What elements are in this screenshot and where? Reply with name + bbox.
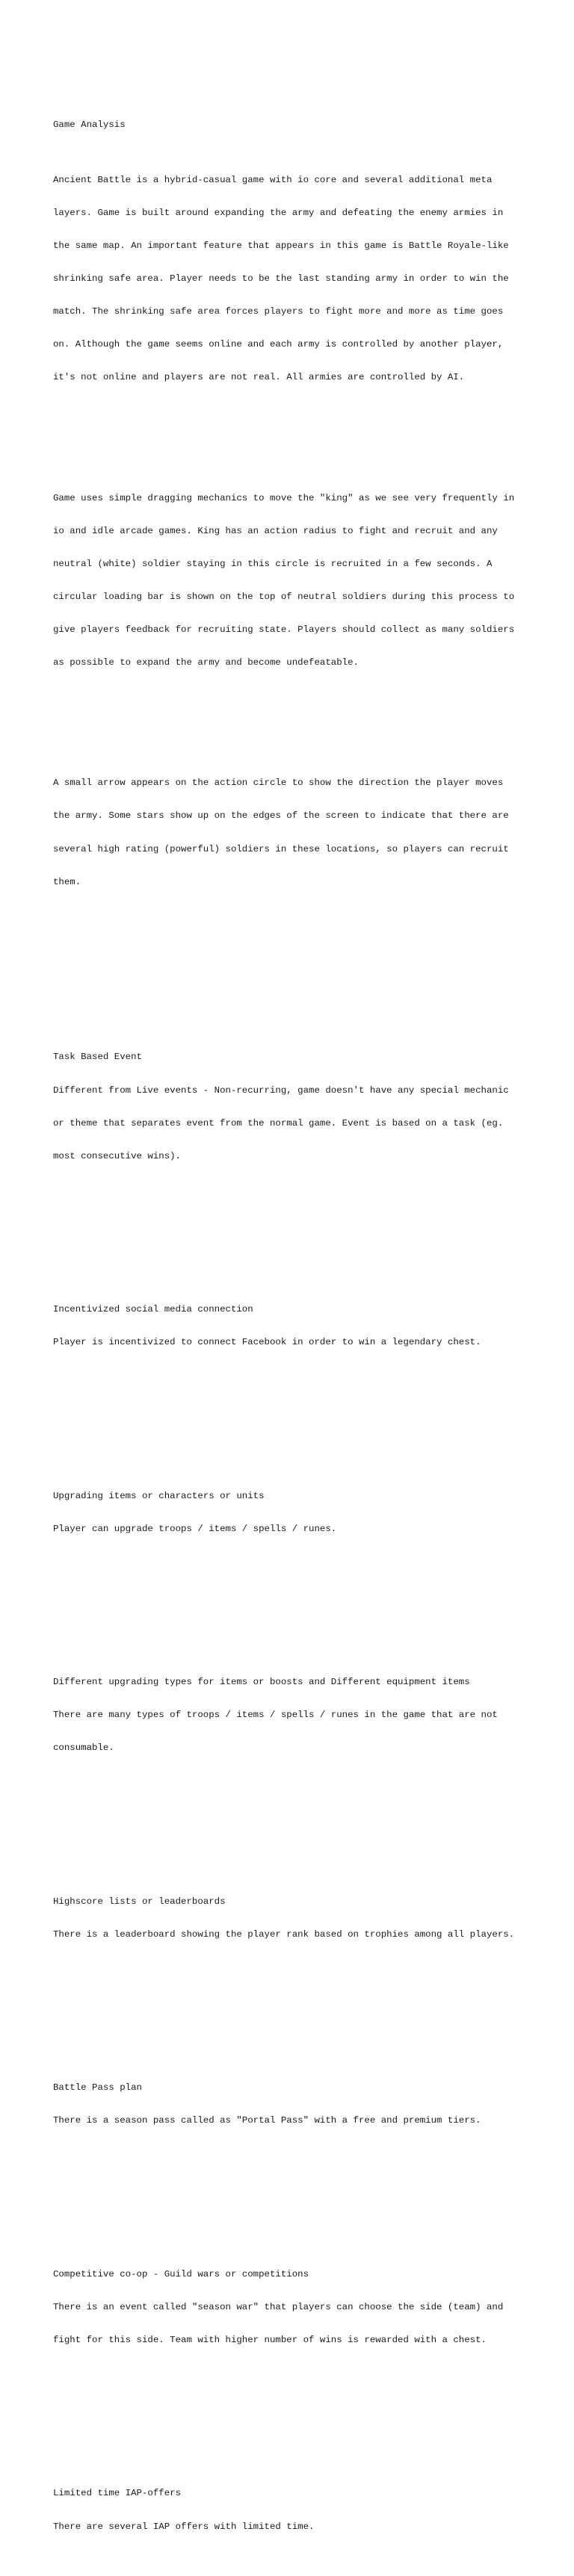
paragraph-line: io and idle arcade games. King has an action radius to fight and recruit and any [53,525,498,536]
paragraph-line: circular loading bar is shown on the top of neutral soldiers during this process to [53,591,515,602]
paragraph-line: neutral (white) soldier staying in this circle is recruited in a few seconds. A [53,558,493,569]
section-competitive-coop [53,2247,531,2368]
section-line: fight for this side. Team with higher number of wins is rewarded with a chest. [53,2335,487,2346]
paragraph-line: shrinking safe area. Player needs to be the last standing army in order to win the [53,273,509,284]
section-line: Player is incentivized to connect Facebook in order to win a legendary chest. [53,1337,481,1348]
section-task-based-event [53,1030,531,1184]
section-line: There are several IAP offers with limited time. [53,2521,315,2532]
paragraph-line: Game uses simple dragging mechanics to move the "king" as we see very frequently in [53,492,515,503]
section-battle-pass [53,2061,531,2149]
paragraph-line: on. Although the game seems online and each army is controlled by another player, [53,339,504,350]
section-line: There is a season pass called as "Portal Pass" with a free and premium tiers. [53,2115,481,2126]
section-line: Player can upgrade troops / items / spells / runes. [53,1523,337,1534]
paragraph-line: A small arrow appears on the action circle to show the direction the player moves [53,778,504,789]
paragraph-line: give players feedback for recruiting state. Players should collect as many soldiers [53,624,515,635]
paragraph-line: match. The shrinking safe area forces players to fight more and more as time goes [53,306,504,317]
paragraph-line: it's not online and players are not real. All armies are controlled by AI. [53,372,465,383]
section-heading: Battle Pass plan [53,2082,142,2094]
section-line: There is a leaderboard showing the player rank based on trophies among all players. [53,1928,515,1940]
section-line: There are many types of troops / items / spells / runes in the game that are not [53,1710,498,1721]
paragraph-line: Ancient Battle is a hybrid-casual game with io core and several additional meta [53,174,493,185]
paragraph-2 [53,471,531,690]
section-heading: Different upgrading types for items or boosts and Different equipment items [53,1677,470,1688]
section-upgrading-types [53,1655,531,1776]
document-page [53,54,531,2576]
section-game-analysis [53,98,531,931]
paragraph-line: layers. Game is built around expanding the army and defeating the enemy armies in [53,207,504,218]
section-social-media [53,1282,531,1371]
section-upgrading-items [53,1468,531,1557]
section-heading: Game Analysis [53,120,126,131]
section-heading: Competitive co-op - Guild wars or competitions [53,2268,309,2279]
section-line: consumable. [53,1742,114,1754]
paragraph-line: the same map. An important feature that appears in this game is Battle Royale-like [53,240,509,251]
paragraph-line: several high rating (powerful) soldiers in these locations, so players can recruit [53,843,509,854]
paragraph-line: as possible to expand the army and become undefeatable. [53,657,359,668]
section-heading: Upgrading items or characters or units [53,1490,265,1501]
section-line: Different from Live events - Non-recurring, game doesn't have any special mechanic [53,1084,509,1096]
section-iap-offers [53,2466,531,2554]
section-heading: Limited time IAP-offers [53,2488,182,2499]
section-line: most consecutive wins). [53,1150,182,1161]
section-heading: Task Based Event [53,1052,142,1063]
paragraph-line: them. [53,876,81,887]
paragraph-line: the army. Some stars show up on the edges of the screen to indicate that there are [53,810,509,822]
section-line: or theme that separates event from the normal game. Event is based on a task (eg. [53,1117,504,1129]
paragraph-3 [53,756,531,910]
section-line: There is an event called "season war" that players can choose the side (team) and [53,2301,504,2312]
section-heading: Incentivized social media connection [53,1304,253,1315]
section-leaderboards [53,1874,531,1962]
section-heading: Highscore lists or leaderboards [53,1896,226,1907]
paragraph-1 [53,152,531,405]
